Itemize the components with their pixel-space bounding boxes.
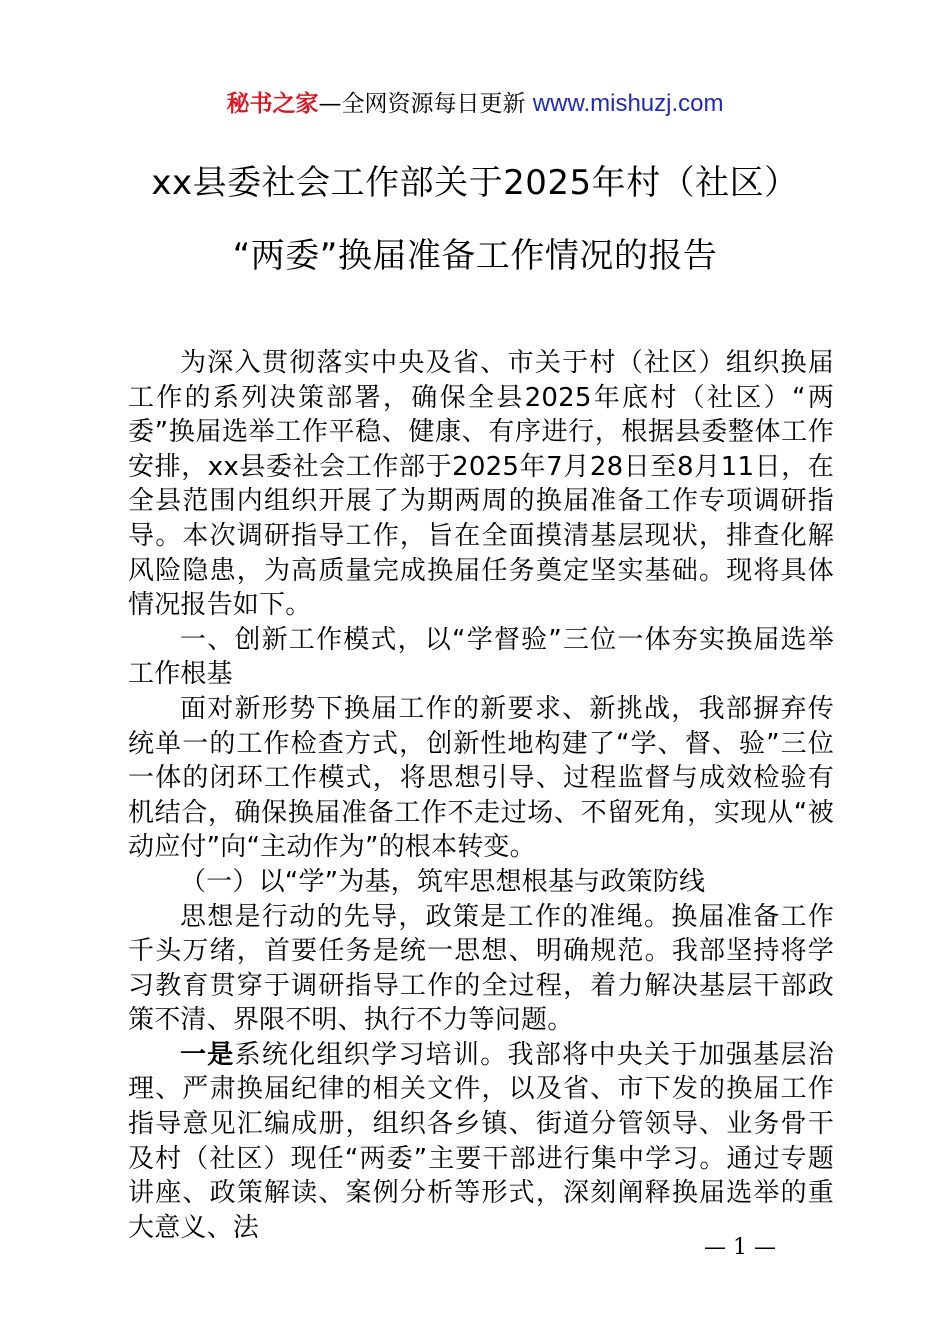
subsection-1-paragraph: 思想是行动的先导，政策是工作的准绳。换届准备工作千头万绪，首要任务是统一思想、明确规范。我部坚持将学习教育贯穿于调研指导工作的全过程，着力解决基层干部政策不清、界限不明、执行不力等问题。	[128, 901, 834, 1036]
subsection-heading-1: （一）以“学”为基，筑牢思想根基与政策防线	[180, 866, 706, 897]
banner-separator: —	[318, 91, 342, 117]
section-1-paragraph: 面对新形势下换届工作的新要求、新挑战，我部摒弃传统单一的工作检查方式，创新性地构建了“学、督、验”三位一体的闭环工作模式，将思想引导、过程监督与成效检验有机结合，确保换届准备工作不走过场、不留死角，实现从“被动应付”向“主动作为”的根本转变。	[128, 693, 834, 863]
document-body	[128, 346, 834, 1245]
document-title	[0, 160, 950, 306]
title-line-2: “两委”换届准备工作情况的报告	[232, 236, 718, 276]
site-brand: 秘书之家	[226, 91, 319, 117]
page-number: — 1 —	[704, 1235, 776, 1260]
site-tagline: 全网资源每日更新	[341, 91, 526, 117]
point-1-lead: 一是	[180, 1039, 235, 1070]
point-1-text: 系统化组织学习培训。我部将中央关于加强基层治理、严肃换届纪律的相关文件，以及省、市下发的换届工作指导意见汇编成册，组织各乡镇、街道分管领导、业务骨干及村（社区）现任“两委”主要干部进行集中学习。通过专题讲座、政策解读、案例分析等形式，深刻阐释换届选举的重大意义、法	[128, 1039, 834, 1243]
site-banner	[0, 88, 950, 120]
title-line-1: xx县委社会工作部关于2025年村（社区）	[151, 163, 799, 203]
point-1-paragraph	[128, 1038, 834, 1246]
site-url-link[interactable]: www.mishuzj.com	[532, 90, 724, 117]
intro-paragraph: 为深入贯彻落实中央及省、市关于村（社区）组织换届工作的系列决策部署，确保全县2025年底村（社区）“两委”换届选举工作平稳、健康、有序进行，根据县委整体工作安排，xx县委社会工作部于2025年7月28日至8月11日，在全县范围内组织开展了为期两周的换届准备工作专项调研指导。本次调研指导工作，旨在全面摸清基层现状，排查化解风险隐患，为高质量完成换届任务奠定坚实基础。现将具体情况报告如下。	[128, 348, 834, 621]
section-heading-1: 一、创新工作模式，以“学督验”三位一体夯实换届选举工作根基	[128, 624, 834, 690]
